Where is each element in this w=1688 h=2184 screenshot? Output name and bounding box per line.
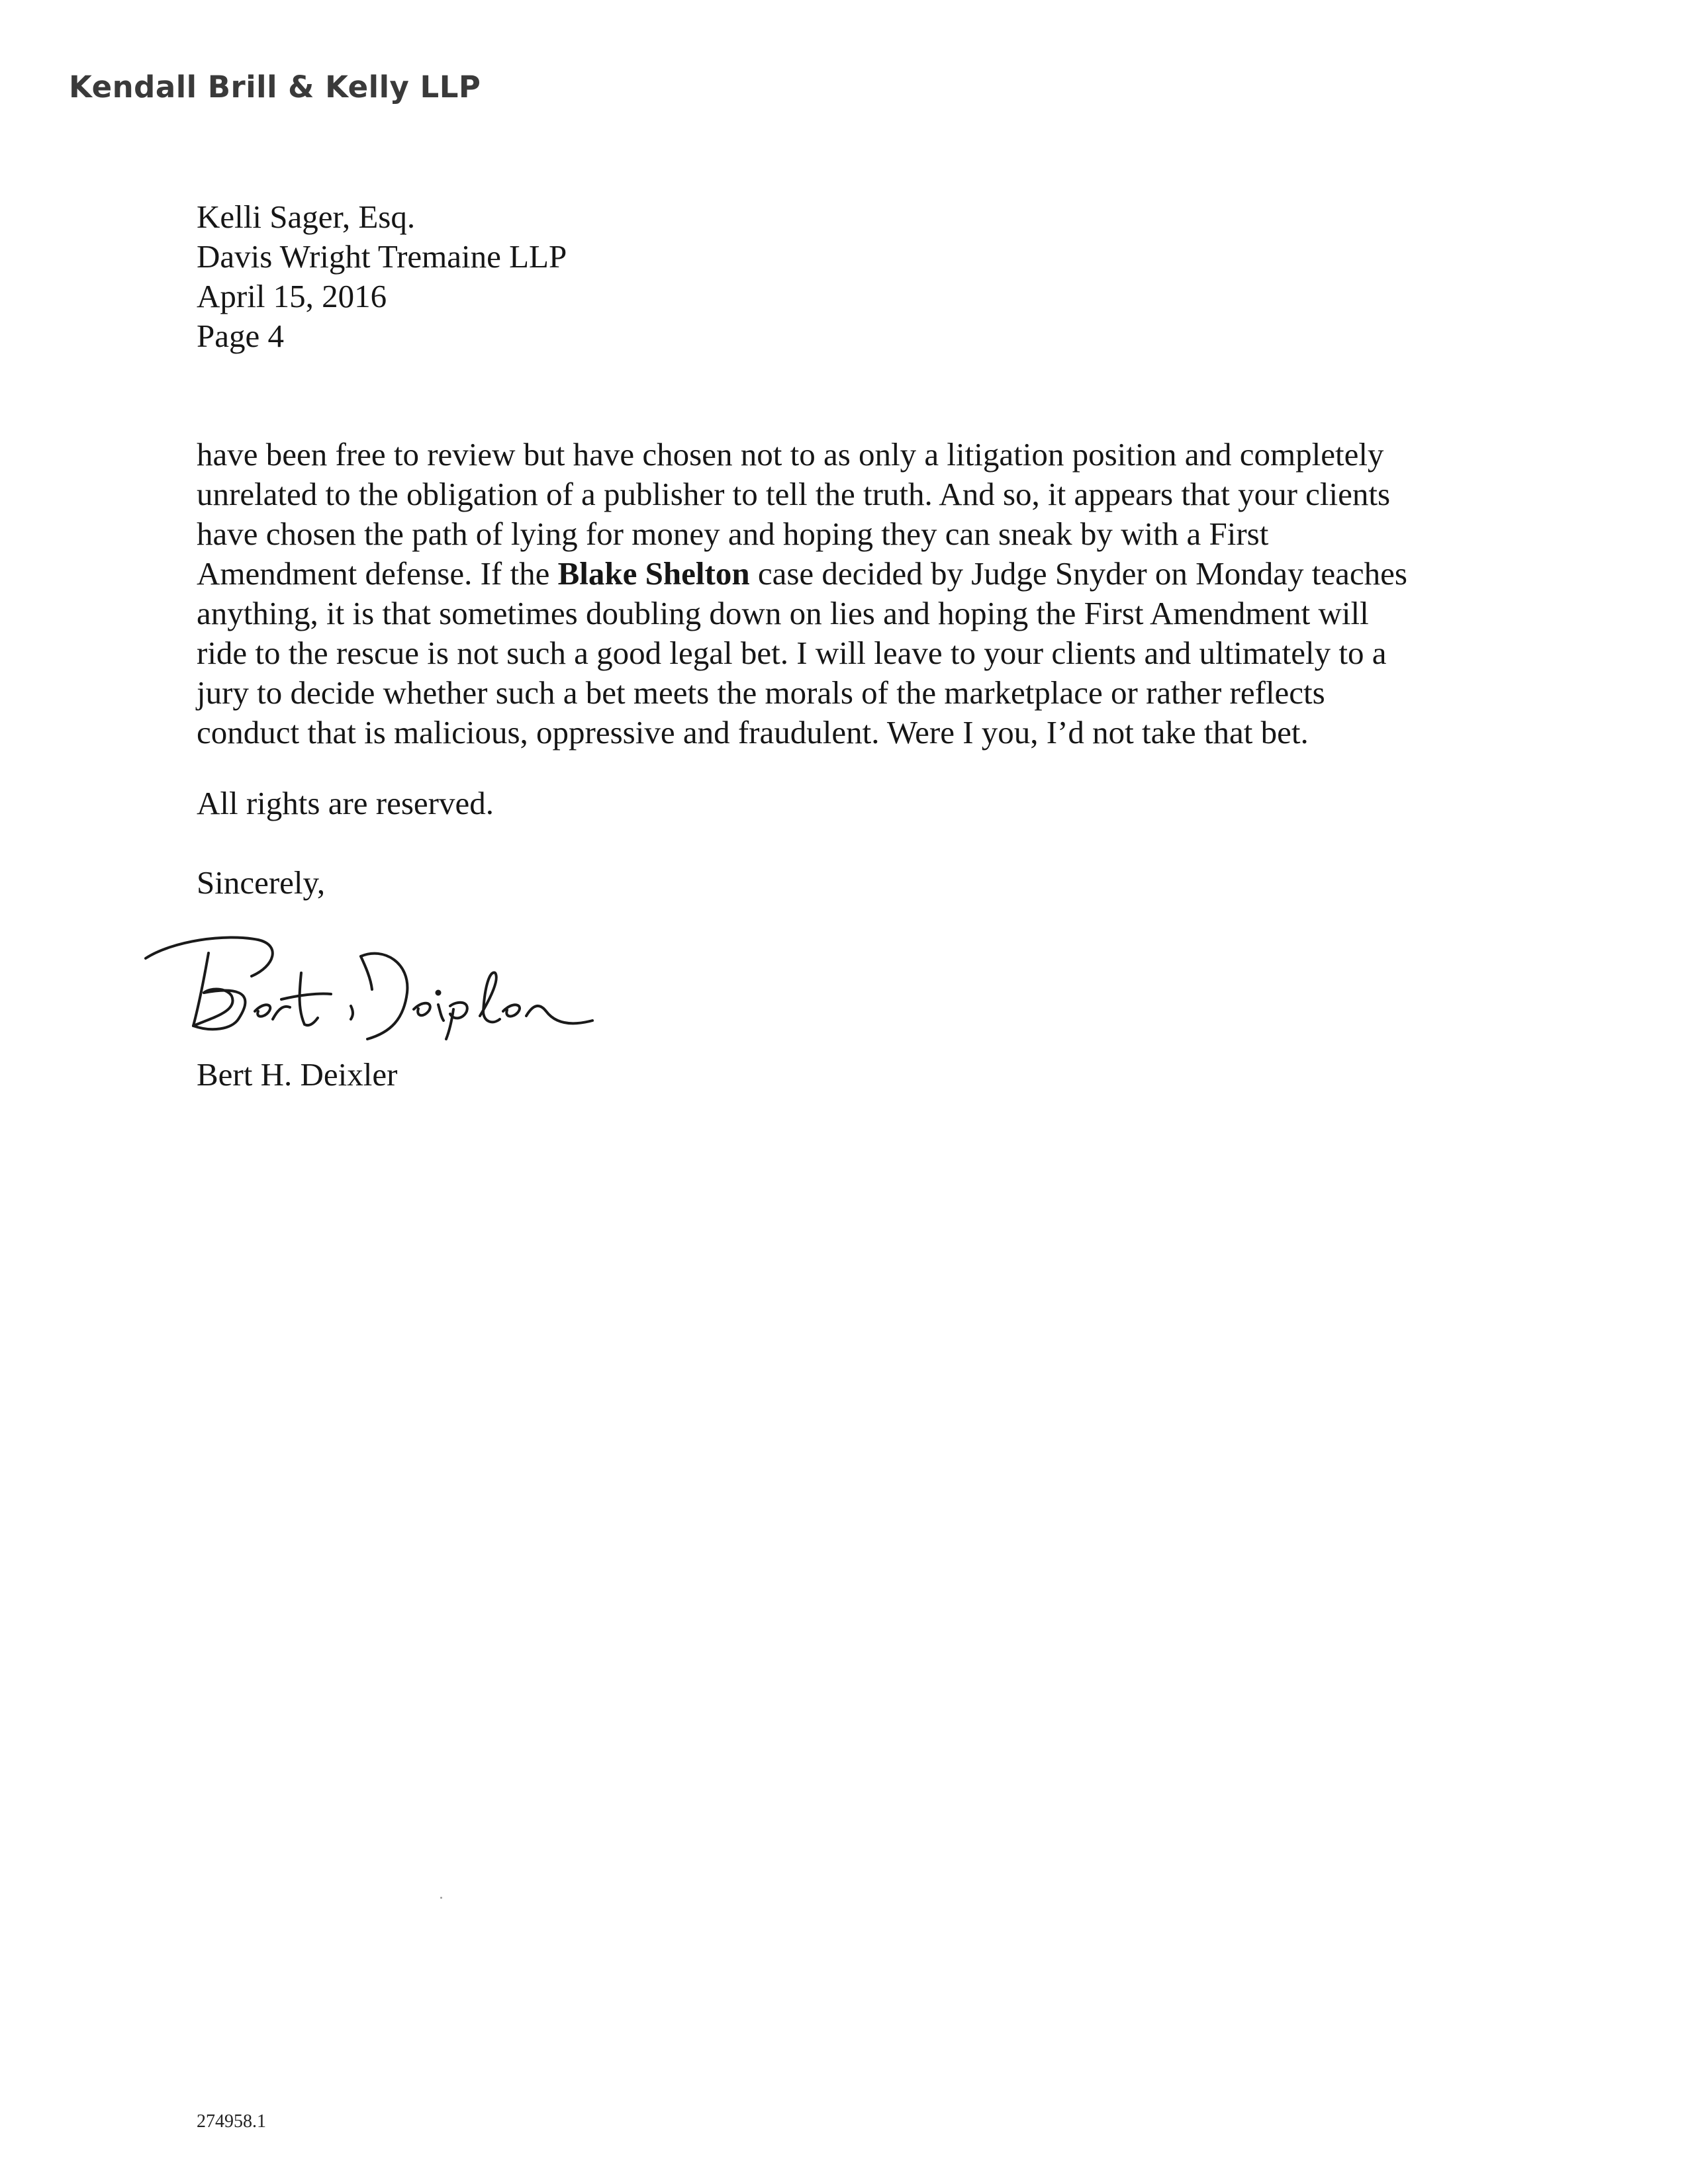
recipient-firm: Davis Wright Tremaine LLP	[197, 238, 567, 275]
rights-reserved: All rights are reserved.	[197, 785, 494, 821]
body-line: jury to decide whether such a bet meets the morals of the marketplace or rather reflects	[197, 674, 1325, 711]
body-line: have been free to review but have chosen not to as only a litigation position and completely	[197, 436, 1384, 473]
case-name-emphasis: Blake Shelton	[557, 555, 750, 592]
recipient-name: Kelli Sager, Esq.	[197, 199, 416, 235]
handwritten-signature	[132, 927, 596, 1052]
body-line: conduct that is malicious, oppressive and fraudulent. Were I you, I’d not take that bet.	[197, 714, 1309, 751]
scan-speck	[440, 1897, 442, 1899]
signer-name: Bert H. Deixler	[197, 1056, 398, 1093]
body-line: anything, it is that sometimes doubling down on lies and hoping the First Amendment will	[197, 595, 1369, 631]
body-text-segment: case decided by Judge Snyder on Monday teaches	[749, 555, 1407, 592]
page-number: Page 4	[197, 318, 284, 354]
recipient-block	[197, 197, 567, 356]
letterhead-firm-name: Kendall Brill & Kelly LLP	[69, 69, 481, 105]
body-line	[197, 554, 1487, 594]
body-paragraph	[197, 435, 1487, 752]
body-text-segment: Amendment defense. If the	[197, 555, 558, 592]
body-line: unrelated to the obligation of a publisher to tell the truth. And so, it appears that your clients	[197, 476, 1391, 512]
closing-salutation: Sincerely,	[197, 864, 326, 901]
body-line: ride to the rescue is not such a good legal bet. I will leave to your clients and ultimately to a	[197, 635, 1387, 671]
document-number: 274958.1	[197, 2111, 266, 2132]
body-line: have chosen the path of lying for money and hoping they can sneak by with a First	[197, 516, 1269, 552]
letter-date: April 15, 2016	[197, 278, 387, 314]
